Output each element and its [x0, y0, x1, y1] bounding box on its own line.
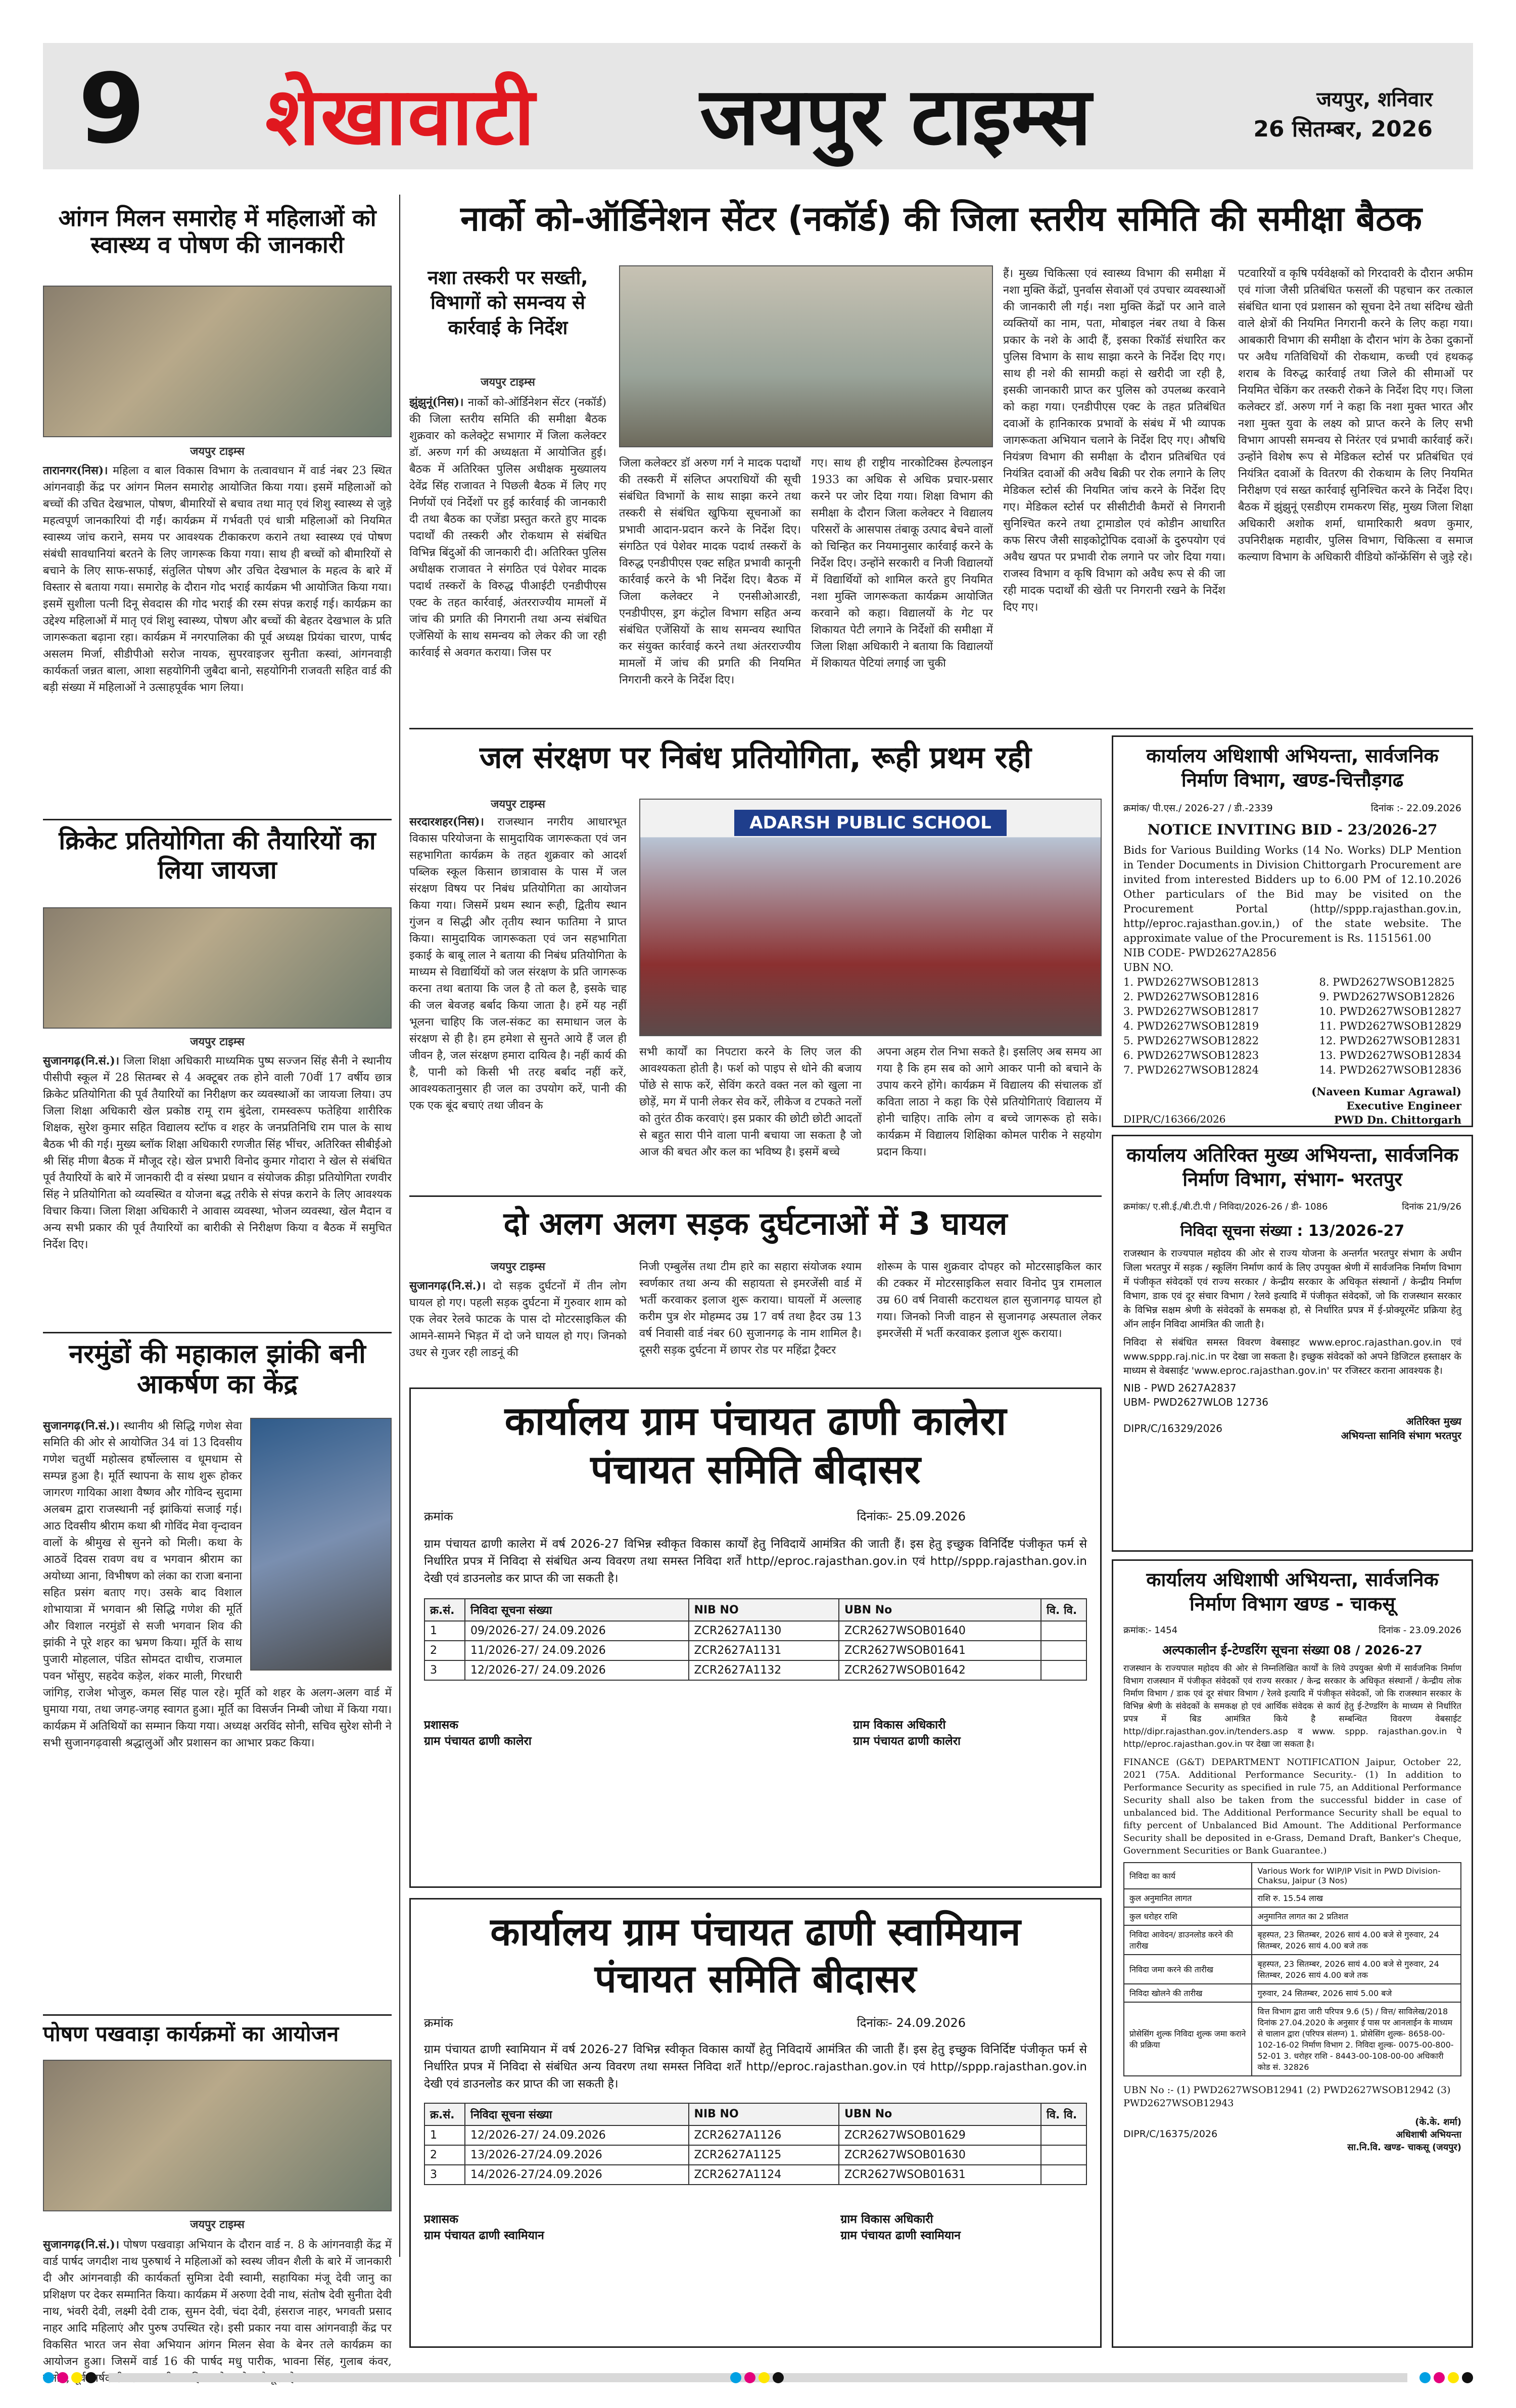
dateline-accident: सुजानगढ़(नि.सं.)।	[409, 1279, 486, 1292]
notice-chittorgarh-body: Bids for Various Building Works (14 No. Works) DLP Mention in Tender Documents in Division Chittorgarh Procurement are invited from interested Bidders up to 6.00 PM of 12.10.2026 Other particulars of the Bid may be visited on the Procurement Portal (http//sppp.rajasthan.gov.in, http//eproc.rajasthan.gov.in,) of the state website. The approximate value of the Procurement is Rs. 1151561.00	[1123, 844, 1461, 944]
table-cell: ZCR2627A1126	[689, 2125, 839, 2145]
text-narmund: स्थानीय श्री सिद्धि गणेश सेवा समिति की ओर से आयोजित 34 वां 13 दिवसीय गणेश चतुर्थी महोत्सव हर्षोल्लास व धूमधाम से सम्पन्न हुआ है। मूर्ति स्थापना के साथ शुरू होकर जागरण गायिका आशा वैष्णव और गोविन्द सुदामा अलबम द्वारा राजस्थानी नई झांकियां सजाई गई। आठ दिवसीय श्रीराम कथा श्री गोविंद मेवा वृन्दावन वालों के श्रीमुख से सुनने को मिली। कथा के आठवें दिवस रावण वध व भगवान श्रीराम का अयोध्या आना, विभीषण को लंका का राजा बनाना सहित प्रसंग बताए गए। उसके बाद विशाल शोभायात्रा में भगवान श्री सिद्धि गणेश की मूर्ति और विशाल नरमुंडों से सजी भगवान शिव की झांकी ने पूरे शहर का भ्रमण किया। मूर्ति के साथ पुजारी मोहलाल, पंडित सोमदत दाधीच, राजमाल पवन भोंसुए, सहदेव कड़ेल, शंकर माली, गिरधारी जांगिड़, राजेश भोजुरु, कमल सिंह पाल रहे। मूर्ति को शहर के अलग-अलग वार्ड में घुमाया गया, तथा जगह-जगह स्वागत हुआ। मूर्ति का विसर्जन निम्बी जोधा में किया गया। कार्यक्रम में अतिथियों का सम्मान किया गया। अध्यक्ष अरविंद सोनी, सचिव सुरेश सोनी ने सभी सुजानगढ़वासी श्रद्धालुओं और प्रशासन का आभार प्रकट किया।	[43, 1420, 392, 1749]
ubn-item: 5. PWD2627WSOB12822	[1123, 1035, 1259, 1047]
story-essay	[409, 735, 1102, 1190]
sign-right: ग्राम पंचायत ढाणी कालेरा	[853, 1735, 961, 1748]
notice-swamiyan-ref	[424, 2014, 1087, 2031]
table-cell	[1041, 1621, 1086, 1641]
notice-kalera-ref	[424, 1508, 1087, 1524]
table-cell: निविदा का कार्य	[1124, 1863, 1252, 1889]
table-cell: ZCR2627A1130	[689, 1621, 839, 1641]
kramank: क्रमांक:- 1454	[1123, 1625, 1178, 1636]
notice-swamiyan-body: ग्राम पंचायत ढाणी स्वामियान में वर्ष 2026-27 विभिन्न स्वीकृत विकास कार्यों हेतु निविदायें आमंत्रित की जाती हैं। इस हेतु इच्छुक विनिर्दिष्ट पंजीकृत फर्म से निर्धारित प्रपत्र में निविदा से संबंधित अन्य विवरण तथा समस्त निविदा शर्तें http//eproc.rajasthan.gov.in एवं http//sppp.rajasthan.gov.in देखी एवं डाउनलोड कर प्राप्त की जा सकती है।	[424, 2043, 1087, 2091]
sign-line: सा.नि.वि. खण्ड- चाकसू (जयपुर)	[1347, 2142, 1461, 2153]
left-column	[43, 195, 392, 2385]
table-cell: 12/2026-27/ 24.09.2026	[465, 2125, 689, 2145]
ubn-item: 12. PWD2627WSOB12831	[1319, 1035, 1461, 1047]
dateline-cricket: सुजानगढ़(नि.सं.)।	[43, 1054, 120, 1068]
table-cell: 1	[424, 2125, 465, 2145]
ubn-item: 6. PWD2627WSOB12823	[1123, 1049, 1259, 1061]
ncord-subhead: नशा तस्करी पर सख्ती, विभागों को समन्वय से कार्रवाई के निर्देश	[428, 266, 588, 339]
nib-code: NIB CODE- PWD2627A2856	[1123, 947, 1276, 959]
table-row	[424, 2145, 1086, 2165]
notice-kalera-title1: कार्यालय ग्राम पंचायत ढाणी कालेरा	[504, 1399, 1007, 1444]
place-day: जयपुर, शनिवार	[1316, 88, 1433, 111]
sign-right: ग्राम पंचायत ढाणी स्वामियान	[840, 2229, 961, 2242]
headline-narmund: नरमुंडों की महाकाल झांकी बनी आकर्षण का केंद्र	[69, 1339, 366, 1400]
photo-cricket	[43, 907, 392, 1029]
column-separator	[399, 195, 400, 2257]
photo-narmund	[250, 1418, 392, 1671]
sign-line: अधिशाषी अभियन्ता	[1396, 2129, 1461, 2140]
col-header: वि. वि.	[1041, 2103, 1086, 2125]
headline-ncord: नार्को को-ऑर्डिनेशन सेंटर (नकॉर्ड) की जिला स्तरीय समिति की समीक्षा बैठक	[460, 199, 1422, 239]
text-accident-1: दो सड़क दुर्घटनों में तीन लोग घायल हो गए। पहली सड़क दुर्घटना में गुरुवार शाम को एक लेवर रेलवे फाटक के पास दो मोटरसाइकिल की आमने-सामने भिड़त में दो जने घायल हो गए। जिनको उधर से गुजर रही लाडनूं की	[409, 1280, 627, 1359]
masthead-name-red: शेखावाटी	[265, 70, 536, 163]
school-sign: ADARSH PUBLIC SCHOOL	[734, 810, 1007, 836]
table-cell	[1041, 1660, 1086, 1680]
sign-line: (Naveen Kumar Agrawal)	[1311, 1085, 1461, 1098]
footer-bar	[43, 2368, 1473, 2388]
dipr-code: DIPR/C/16329/2026	[1123, 1422, 1222, 1434]
col-header: क्र.सं.	[424, 1599, 465, 1621]
table-cell: ZCR2627WSOB01629	[839, 2125, 1041, 2145]
table-cell	[1041, 2165, 1086, 2185]
ubn-item: 9. PWD2627WSOB12826	[1319, 991, 1455, 1003]
notice-swamiyan	[409, 1898, 1102, 2348]
notice-swamiyan-title2: पंचायत समिति बीदासर	[594, 1956, 917, 2002]
col-header: NIB NO	[689, 2103, 839, 2125]
ncord-col-4: हैं। मुख्य चिकित्सा एवं स्वास्थ्य विभाग की समीक्षा में नशा मुक्ति केंद्रों, पुनर्वास सेवाओं एवं उपचार व्यवस्थाओं की जानकारी ली गई। नशा मुक्ति केंद्रों पर आने वाले व्यक्तियों का नाम, पता, मोबाइल नंबर तथा वे किस प्रकार के नशे के आदी हैं, इसका रिकॉर्ड संधारित कर पुलिस विभाग के साथ साझा करने के निर्देश दिए गए। साथ ही नशे की सामग्री कहां से खरीदी जा रही है, इसकी जानकारी प्राप्त कर पुलिस को उपलब्ध करवाने को कहा गया। एनडीपीएस एक्ट के तहत प्रतिबंधित दवाओं के हानिकारक प्रभावों के संबंध में भी व्यापक जागरूकता अभियान चलाने के निर्देश दिए गए। औषधि नियंत्रण विभाग की समीक्षा के दौरान प्रतिबंधित एवं नियंत्रित दवाओं की अवैध बिक्री पर रोक लगाने के लिए मेडिकल स्टोर्स की नियमित जांच करने के निर्देश दिए गए। मेडिकल स्टोर्स पर सीसीटीवी कैमरों से निगरानी सुनिश्चित करने तथा ट्रामाडोल एवं कोडीन आधारित कफ सिरप जैसी साइकोट्रोपिक दवाओं के दुरुपयोग एवं अवैध खपत पर प्रभावी रोक लगाने पर जोर दिया गया। राजस्व विभाग व कृषि विभाग को अवैध रूप से की जा रही मादक पदार्थों की खेती पर निगरानी रखने के निर्देश दिए गए।	[1003, 267, 1225, 614]
notice-swamiyan-table	[424, 2103, 1087, 2185]
col-header: क्र.सं.	[424, 2103, 465, 2125]
sign-right: ग्राम विकास अधिकारी	[853, 1719, 946, 1732]
photo-credit-poshan: जयपुर टाइम्स	[190, 2218, 245, 2231]
table-cell: Various Work for WIP/IP Visit in PWD Division-Chaksu, Jaipur (3 Nos)	[1252, 1863, 1461, 1889]
table-row	[1124, 2002, 1461, 2076]
nib-title: NOTICE INVITING BID - 23/2026-27	[1147, 821, 1438, 838]
col-header: निविदा सूचना संख्या	[465, 1599, 689, 1621]
text-anganwadi: महिला व बाल विकास विभाग के तत्वावधान में वार्ड नंबर 23 स्थित आंगनवाड़ी केंद्र पर आंगन मिलन समारोह आयोजित किया गया। इसमें महिलाओं को बच्चों की उचित देखभाल, पोषण, बीमारियों से बचाव तथा मातृ एवं शिशु स्वास्थ्य से जुड़े महत्वपूर्ण जानकारियां दी गईं। कार्यक्रम में गर्भवती एवं धात्री महिलाओं को नियमित स्वास्थ्य जांच कराने, समय पर आवश्यक टीकाकरण कराने तथा स्वास्थ्य एवं पोषण संबंधी सावधानियां बरतने के लिए जागरूक किया गया। साथ ही बच्चों को बीमारियों से बचाने के लिए साफ-सफाई, संतुलित पोषण और उचित देखभाल के महत्व के बारे में विस्तार से बताया गया। समारोह के दौरान गोद भराई कार्यक्रम भी आयोजित किया गया। इसमें सुशीला पत्नी दिनू सेवदास की गोद भराई की रस्म संपन्न कराई गई। कार्यक्रम का उद्देश्य महिलाओं में मातृ एवं शिशु स्वास्थ्य, पोषण और बच्चों की बेहतर देखभाल के प्रति जागरूकता बढ़ाना रहा। कार्यक्रम में नगरपालिका की पूर्व अध्यक्ष प्रियंका चारण, पार्षद असलम मिर्जा, सीडीपीओ सरोज नायक, सुपरवाइजर सुनीता कस्वां, आंगनवाड़ी कार्यकर्ता जन्नत बाला, आशा सहयोगिनी जुबैदा बानो, सहयोगिनी राजवती सहित वार्ड की बड़ी संख्या में महिलाओं ने उत्साहपूर्वक भाग लिया।	[43, 465, 392, 694]
registration-dots	[730, 2372, 784, 2385]
table-cell: वित्त विभाग द्वारा जारी परिपत्र 9.6 (5) / वित्त/ साविलेख/2018 दिनांक 27.04.2020 के अनुसार ई पास पर आनलाईन के माध्यम से चालान द्वारा (परिपत्र संलग्न) 1. प्रोसेसिंग शुल्क- 8658-00-102-16-02 निर्माण विभाग 2. निविदा शुल्क- 0075-00-800-52-01 3. धरोहर राशि - 8443-00-108-00-00 अधिकारी कोड सं. 32826	[1252, 2002, 1461, 2076]
essay-col-2: सभी कार्यों का निपटारा करने के लिए जल की आवश्यकता होती है। फर्श को पाइप से धोने की बजाय पोंछे से साफ करें, सेविंग करते वक्त नल को खुला ना छोड़ें, मग में पानी लेकर सेव करें, लीकेज व टपकते नलों को तुरंत ठीक करवाएं। इस प्रकार की छोटी छोटी आदतों से बहुत सारा पीने वाला पानी बचाया जा सकता है जो आज की बचत और कल का भविष्य है। इसमें बच्चे	[639, 1046, 862, 1159]
table-cell: 2	[424, 2145, 465, 2165]
dinank: दिनांकः- 24.09.2026	[857, 2015, 966, 2030]
table-cell: कुल अनुमानित लागत	[1124, 1889, 1252, 1907]
table-cell: बृहस्पत, 23 सितम्बर, 2026 सायं 4.00 बजे से गुरुवार, 24 सितम्बर, 2026 सायं 4.00 बजे तक	[1252, 1925, 1461, 1955]
notice-chaksu	[1112, 1559, 1473, 2348]
table-cell	[1041, 1641, 1086, 1660]
ubm-code: UBM- PWD2627WLOB 12736	[1123, 1396, 1268, 1408]
table-cell: 14/2026-27/24.09.2026	[465, 2165, 689, 2185]
ubn-item: 3. PWD2627WSOB12817	[1123, 1005, 1259, 1017]
notice-kalera-signatures	[424, 1716, 1087, 1748]
notice-swamiyan-title1: कार्यालय ग्राम पंचायत ढाणी स्वामियान	[490, 1909, 1021, 1954]
finance-notification: FINANCE (G&T) DEPARTMENT NOTIFICATION Jaipur, October 22, 2021 (75A. Additional Performance Security.- (1) In addition to Performance Security as specified in rule 75, an Additional Performance Security shall also be taken from the successful bidder in case of unbalanced bid. The Additional Performance Security shall be equal to fifty percent of Unbalanced Bid Amount. The Additional Performance Security shall be deposited in e-Grass, Demand Draft, Banker's Cheque, Government Securities or Bank Guarantee.)	[1123, 1757, 1461, 1856]
dinank: दिनांकः- 25.09.2026	[857, 1509, 966, 1524]
ubn-item: 13. PWD2627WSOB12834	[1319, 1049, 1461, 1061]
table-cell: गुरुवार, 24 सितम्बर, 2026 सायं 5.00 बजे	[1252, 1984, 1461, 2002]
col-header: वि. वि.	[1041, 1599, 1086, 1621]
table-cell: ZCR2627A1132	[689, 1660, 839, 1680]
photo-anganwadi	[43, 286, 392, 437]
notice-chaksu-table	[1123, 1862, 1461, 2076]
table-cell: 11/2026-27/ 24.09.2026	[465, 1641, 689, 1660]
headline-cricket: क्रिकेट प्रतियोगिता की तैयारियों का लिया जायजा	[59, 826, 376, 885]
essay-col-3: अपना अहम रोल निभा सकते है। इसलिए अब समय आ गया है कि हम सब को आगे आकर पानी को बचाने के उपाय करने होंगे। कार्यक्रम में विद्यालय की संचालक डॉ कविता लाठा ने कहा कि ऐसे प्रतियोगिताएं विद्यालय में होनी चाहिए। ताकि लोग व बच्चे जागरूक हो सके। कार्यक्रम में विद्यालय शिक्षिका कोमल पारीक ने सहयोग प्रदान किया।	[877, 1046, 1102, 1159]
notice-chaksu-body: राजस्थान के राज्यपाल महोदय की ओर से निम्नलिखित कार्यों के लिये उपयुक्त श्रेणी में सार्वजनिक निर्माण विभाग राजस्थान में पंजीकृत संवेदकों एवं राज्य सरकार / केन्द्र सरकार के अधिकृत संस्थानों / केन्द्रीय लोक निर्माण विभाग / डाक एवं दूर संचार विभाग / रेलवे इत्यादि में पंजीकृत संवेदकों, जो कि राजस्थान सरकार के विभिन्न श्रेणी के संवेदकों के समकक्ष हो एवं आर्थिक संवेदक से कार्य हेतु ई-टेण्डरिंग के माध्यम से निर्धारित प्रपत्र में बिड आमंत्रित किये है सम्बन्धित विवरण वेबसाईट http//dipr.rajasthan.gov.in/tenders.asp व www. sppp. rajasthan.gov.in पे http//eproc.rajasthan.gov.in पर देखा जा सकता है।	[1123, 1663, 1461, 1749]
table-row	[1124, 1925, 1461, 1955]
table-cell: निविदा खोलने की तारीख	[1124, 1984, 1252, 2002]
text-essay-1: राजस्थान नगरीय आधारभूत विकास परियोजना के सामुदायिक जागरूकता एवं जन सहभागिता कार्यक्रम के तहत शुक्रवार को आदर्श पब्लिक स्कूल किसान छात्रावास के पास में जल संरक्षण विषय पर निबंध प्रतियोगिता का आयोजन किया गया। जिसमें प्रथम स्थान रूही, द्वितीय स्थान गुंजन व सिद्धी और तृतीय स्थान फातिमा ने प्राप्त किया। सामुदायिक जागरूकता एवं जन सहभागिता इकाई के बाबू लाल ने बताया की निबंध प्रतियोगिता के माध्यम से विद्यार्थियों को जल संरक्षण के प्रति जागरूक करना तथा बताया कि जल है तो कल है, इसके चाह की जल बेवजह बर्बाद किया जाता है। हमें यह नहीं भूलना चाहिए कि जल-संकट का समाधान जल के संरक्षण से ही है। हम हमेशा से सुनते आये हैं जल ही जीवन है, जल संरक्षण हमारा दायित्व है। नहीं कार्य की है, पानी को किसी भी तरह बर्बाद नहीं करें, आवश्यकतानुसार ही जल का उपयोग करें, पानी की एक एक बूंद बचाएं तथा जीवन के	[409, 816, 627, 1112]
dateline-ncord: झुंझुनूं(निस)।	[409, 396, 464, 409]
table-cell: ZCR2627A1125	[689, 2145, 839, 2165]
sign-right: ग्राम विकास अधिकारी	[840, 2212, 933, 2226]
table-cell: राशि रु. 15.54 लाख	[1252, 1889, 1461, 1907]
dateline-essay: सरदारशहर(निस)।	[409, 815, 484, 828]
table-cell: 12/2026-27/ 24.09.2026	[465, 1660, 689, 1680]
story-ncord	[409, 195, 1473, 723]
nib-title: निविदा सूचना संख्या : 13/2026-27	[1180, 1222, 1405, 1240]
divider	[409, 1195, 1102, 1197]
story-anganwadi-body	[43, 462, 392, 696]
headline-poshan: पोषण पखवाड़ा कार्यक्रमों का आयोजन	[43, 2021, 339, 2046]
photo-essay-students	[639, 799, 1102, 1036]
byline-accident: जयपुर टाइम्स	[491, 1261, 545, 1273]
table-cell: निविदा जमा करने की तारीख	[1124, 1955, 1252, 1984]
dipr-code: DIPR/C/16366/2026	[1123, 1113, 1226, 1125]
headline-essay: जल संरक्षण पर निबंध प्रतियोगिता, रूही प्रथम रही	[480, 740, 1031, 775]
sign-line: PWD Dn. Chittorgarh	[1334, 1114, 1461, 1126]
kramank: क्रमांक	[424, 2015, 453, 2030]
byline-ncord: जयपुर टाइम्स	[481, 376, 535, 389]
headline-anganwadi: आंगन मिलन समारोह में महिलाओं को स्वास्थ्य व पोषण की जानकारी	[58, 204, 376, 258]
dinank: दिनांक 21/9/26	[1402, 1201, 1461, 1212]
ubn-list	[1123, 975, 1461, 1078]
dipr-code: DIPR/C/16375/2026	[1123, 2128, 1218, 2140]
table-row	[424, 2165, 1086, 2185]
kramank: क्रमांक/ पी.एस./ 2026-27 / डी.-2339	[1123, 803, 1273, 814]
table-row	[1124, 1907, 1461, 1925]
ubn-item: 7. PWD2627WSOB12824	[1123, 1064, 1259, 1076]
photo-ncord-meeting	[619, 265, 993, 447]
table-cell: 09/2026-27/ 24.09.2026	[465, 1621, 689, 1641]
ubn-label: UBN NO.	[1123, 961, 1174, 974]
table-cell: ZCR2627WSOB01631	[839, 2165, 1041, 2185]
table-cell: ZCR2627WSOB01641	[839, 1641, 1041, 1660]
notice-bharatpur	[1112, 1135, 1473, 1552]
registration-dots	[43, 2372, 97, 2385]
divider	[43, 819, 392, 820]
story-accident	[409, 1203, 1102, 1380]
notice-bharatpur-body: राजस्थान के राज्यपाल महोदय की ओर से राज्य योजना के अन्तर्गत भरतपुर संभाग के अधीन जिला भरतपुर में सड़क / स्कूलिंग निर्माण कार्य के लिए उपयुक्त श्रेणी में सार्वजनिक निर्माण विभाग में पंजीकृत संवेदकों एवं राज्य सरकार / केन्द्रीय सरकार के अधिकृत संस्थानों / केन्द्रीय निर्माण विभाग, डाक एवं दूर संचार विभाग / रेलवे इत्यादि में पंजीकृत संवेदकों, जो कि राजस्थान सरकार के विभिन्न सक्षम श्रेणी के संवेदकों के समकक्ष हो, से निर्धारित प्रपत्र में ई-प्रोक्यूरमेंट प्रक्रिया हेतु ऑन लाईन निविदा आमंत्रित की जाती है।	[1123, 1248, 1461, 1330]
dateline-anganwadi: तारानगर(निस)।	[43, 464, 108, 477]
table-cell: ZCR2627A1131	[689, 1641, 839, 1660]
sign-line: (के.के. शर्मा)	[1415, 2117, 1461, 2127]
table-row	[1124, 1955, 1461, 1984]
table-cell: 3	[424, 1660, 465, 1680]
masthead-name-black: जयपुर टाइम्स	[700, 70, 1092, 163]
table-row	[1124, 1889, 1461, 1907]
text-poshan: पोषण पखवाड़ा अभियान के दौरान वार्ड न. 8 के आंगनवाड़ी केंद्र में वार्ड पार्षद जगदीश नाथ पुरुषार्थ ने महिलाओं को स्वस्थ जीवन शैली के बारे में जानकारी दी और आंगनवाड़ी की कार्यकर्ता सुमित्रा देवी स्वामी, सहायिका मंजू देवी जानु का प्रशिक्षण पर देकर सम्मानित किया। कार्यक्रम में अरुणा देवी नाथ, संतोष देवी सुनीता देवी नाथ, भंवरी देवी, लक्ष्मी देवी टाक, सुमन देवी, चंदा देवी, हंसराज नाहर, भगवती प्रसाद नाहर आदि महिलाएं और पुरुष उपस्थित रहे। इसी प्रकार नया वास आंगनवाड़ी केंद्र पर विकसित भारत जन सेवा अभियान आंगन मिलन सेवा के बेनर तले कार्यक्रम का आयोजन हुआ। जिसमें वार्ड 16 की पार्षद मधु पारीक, भावना सिंह, गुलाब कंवर, संतोष, पार्षद	[43, 2239, 392, 2385]
col-header: UBN No	[839, 2103, 1041, 2125]
ubn-item: 14. PWD2627WSOB12836	[1319, 1064, 1461, 1076]
sign-left: ग्राम पंचायत ढाणी कालेरा	[424, 1735, 532, 1748]
byline-essay: जयपुर टाइम्स	[491, 798, 545, 811]
ubn-item: 4. PWD2627WSOB12819	[1123, 1020, 1259, 1032]
ubn-list: UBN No :- (1) PWD2627WSOB12941 (2) PWD2627WSOB12942 (3) PWD2627WSOB12943	[1123, 2085, 1451, 2109]
photo-credit-anganwadi: जयपुर टाइम्स	[190, 445, 245, 458]
table-cell: ZCR2627WSOB01642	[839, 1660, 1041, 1680]
table-row	[1124, 1863, 1461, 1889]
notice-kalera-body: ग्राम पंचायत ढाणी कालेरा में वर्ष 2026-27 विभिन्न स्वीकृत विकास कार्यों हेतु निविदायें आमंत्रित की जाती हैं। इस हेतु इच्छुक विनिर्दिष्ट पंजीकृत फर्म से निर्धारित प्रपत्र में निविदा से संबंधित अन्य विवरण तथा समस्त निविदा शर्तें http//eproc.rajasthan.gov.in एवं http//sppp.rajasthan.gov.in देखी एवं डाउनलोड कर प्राप्त की जा सकती है।	[424, 1538, 1087, 1586]
notice-kalera-table	[424, 1598, 1087, 1681]
story-narmund-body	[43, 1418, 392, 2009]
dateline-narmund: सुजानगढ़(नि.सं.)।	[43, 1419, 120, 1432]
kramank: क्रमांक	[424, 1509, 453, 1524]
text-cricket: जिला शिक्षा अधिकारी माध्यमिक पुष्प सज्जन सिंह सैनी ने स्थानीय पीसीपी स्कूल में 28 सितम्बर से 4 अक्टूबर तक होने वाली 70वीं 17 वर्षीय छात्र क्रिकेट प्रतियोगिता की पूर्व तैयारियों का निरीक्षण कर व्यवस्थाओं का जायजा लिया। उप जिला शिक्षा अधिकारी खेल प्रकोष्ठ रामू राम बुंदेला, रामस्वरूप फतेहिया शारीरिक शिक्षक, सुरेश कुमार सहित विद्यालय स्टॉफ व शहर के जनप्रतिनिधि राम पाल के साथ बैठक भी की गई। मुख्य ब्लॉक शिक्षा अधिकारी रणजीत सिंह भींचर, अतिरिक्त सीबीईओ श्री सिंह मीणा बैठक में मौजूद रहे। खेल प्रभारी विनोद कुमार गोदारा ने खेल से संबंधित पूर्व तैयारियों के बारे में जानकारी दी व संस्था प्रधान व संयोजक क्रीड़ा प्रतियोगिता रणवीर सिंह ने प्रतियोगिता को व्यवस्थित व योजना बद्ध तरीके से संपन्न कराने के लिए आवश्यक विचार किया। जिला शिक्षा अधिकारी ने आवास व्यवस्था, भोजन व्यवस्था, खेल मैदान व अन्य सभी प्रकार की पूर्व तैयारियों का बारीकी से निरीक्षण किया व बैठक में समुचित निर्देश दिए।	[43, 1055, 392, 1251]
table-cell: ZCR2627WSOB01630	[839, 2145, 1041, 2165]
table-cell: ZCR2627A1124	[689, 2165, 839, 2185]
table-cell: 13/2026-27/24.09.2026	[465, 2145, 689, 2165]
divider	[43, 1332, 392, 1333]
notice-bharatpur-ref	[1123, 1200, 1461, 1213]
ncord-col-5: पटवारियों व कृषि पर्यवेक्षकों को गिरदावरी के दौरान अफीम एवं गांजा जैसी प्रतिबंधित फसलों की पहचान कर तत्काल संबंधित थाना एवं प्रशासन को सूचना देने तथा संदिग्ध खेती वाले क्षेत्रों की नियमित निगरानी करने के लिए कहा गया। आबकारी विभाग की समीक्षा के दौरान भांग के ठेका दुकानों पर अवैध गतिविधियों की रोकथाम, कच्ची एवं हथकढ़ शराब के विरुद्ध कार्रवाई तथा जिले की सीमाओं पर नियमित चेकिंग कर तस्करी रोकने के निर्देश दिए गए। जिला कलेक्टर डॉ. अरुण गर्ग ने कहा कि नशा मुक्त भारत और नशा मुक्त युवा के लक्ष्य को प्राप्त करने के लिए सभी विभाग आपसी समन्वय से निरंतर एवं प्रभावी कार्रवाई करें। उन्होंने विशेष रूप से मेडिकल स्टोर्स पर प्रतिबंधित एवं नियंत्रित दवाओं के वितरण की रोकथाम के लिए नियमित निरीक्षण एवं सख्त कार्रवाई सुनिश्चित करने के निर्देश दिए। बैठक में झुंझुनूं एसडीएम रामकरण सिंह, मुख्य जिला शिक्षा अधिकारी अशोक शर्मा, धामारिकारी श्रवण कुमार, उपनिरीक्षक महावीर, पुलिस विभाग, चिकित्सा व समाज कल्याण विभाग के अधिकारी वीडियो कॉन्फ्रेंसिंग से जुड़े रहे।	[1238, 267, 1473, 564]
essay-col-1	[409, 814, 627, 1188]
table-cell: ZCR2627WSOB01640	[839, 1621, 1041, 1641]
table-cell: प्रोसेसिंग शुल्क निविदा शुल्क जमा कराने की प्रक्रिया	[1124, 2002, 1252, 2076]
photo-poshan	[43, 2060, 392, 2211]
ubn-item: 8. PWD2627WSOB12825	[1319, 976, 1455, 988]
ubn-item: 10. PWD2627WSOB12827	[1319, 1005, 1461, 1017]
table-row	[1124, 1984, 1461, 2002]
kramank: क्रमांकः/ ए.सी.ई./बी.टी.पी / निविदा/2026-26 / डी- 1086	[1123, 1201, 1328, 1212]
table-cell: 2	[424, 1641, 465, 1660]
ncord-col-1	[409, 394, 606, 718]
table-cell: कुल धरोहर राशि	[1124, 1907, 1252, 1925]
ncord-col-2: जिला कलेक्टर डॉ अरुण गर्ग ने मादक पदार्थों की तस्करी में संलिप्त अपराधियों की सूची संबंधित विभागों के साथ साझा करने तथा तस्करी से संबंधित खुफिया सूचनाओं का प्रभावी आदान-प्रदान करने के निर्देश दिए। संगठित एवं पेशेवर मादक पदार्थ तस्करों के विरुद्ध एनडीपीएस एक्ट सहित प्रभावी कानूनी कार्रवाई करने के भी निर्देश दिए। बैठक में जिला कलेक्टर ने एनसीओआरडी, एनडीपीएस, ड्रग कंट्रोल विभाग सहित अन्य संबंधित एजेंसियों के साथ समन्वय स्थापित कर संयुक्त कार्रवाई करने तथा अंतरराज्यीय मामलों में जांच की प्रगति की नियमित निगरानी करने के निर्देश दिए।	[619, 457, 801, 686]
dinank: दिनांक - 23.09.2026	[1379, 1625, 1461, 1636]
col-header: निविदा सूचना संख्या	[465, 2103, 689, 2125]
story-cricket-body	[43, 1053, 392, 1253]
issue-date: 26 सितम्बर, 2026	[1253, 116, 1433, 142]
ubn-item: 11. PWD2627WSOB12829	[1319, 1020, 1461, 1032]
masthead	[43, 43, 1473, 169]
ubn-item: 1. PWD2627WSOB12813	[1123, 976, 1259, 988]
text-ncord-1: नार्को को-ऑर्डिनेशन सेंटर (नकॉर्ड) की जिला स्तरीय समिति की समीक्षा बैठक शुक्रवार को कलेक्ट्रेट सभागार में जिला कलेक्टर डॉ. अरुण गर्ग की अध्यक्षता में आयोजित हुई। बैठक में अतिरिक्त पुलिस अधीक्षक मुख्यालय देवेंद्र सिंह राजावत ने पिछली बैठक में लिए गए निर्णयों एवं निर्देशों पर हुई कार्रवाई की जानकारी दी तथा बैठक का एजेंडा प्रस्तुत करते हुए मादक पदार्थों की तस्करी और रोकथाम से संबंधित विभिन्न बिंदुओं की जानकारी दी। अतिरिक्त पुलिस अधीक्षक राजावत ने संगठित एवं पेशेवर मादक पदार्थ तस्करों के विरुद्ध पीआईटी एनडीपीएस एक्ट के तहत कार्रवाई, अंतरराज्यीय मामलों में जांच की प्रगति की निगरानी तथा अन्य संबंधित एजेंसियों के साथ समन्वय को लेकर की जा रही कार्रवाई से अवगत कराया। जिस पर	[409, 396, 606, 659]
ncord-col-3: गए। साथ ही राष्ट्रीय नारकोटिक्स हेल्पलाइन 1933 का अधिक से अधिक प्रचार-प्रसार करने पर जोर दिया गया। शिक्षा विभाग की समीक्षा के दौरान जिला कलेक्टर ने विद्यालय परिसरों के आसपास तंबाकू उत्पाद बेचने वालों को चिन्हित कर नियमानुसार कार्रवाई करने के निर्देश दिए। उन्होंने सरकारी व निजी विद्यालयों में विद्यार्थियों को शामिल करते हुए नियमित नशा मुक्ति जागरूकता कार्यक्रम आयोजित करवाने को कहा। विद्यालयों के गेट पर शिकायत पेटी लगाने के निर्देशों की समीक्षा में जिला शिक्षा अधिकारी ने बताया कि विद्यालयों में शिकायत पेटियां लगाई जा चुकी	[811, 457, 993, 670]
dinank: दिनांक :- 22.09.2026	[1370, 803, 1461, 814]
table-row	[424, 2125, 1086, 2145]
ubn-item: 2. PWD2627WSOB12816	[1123, 991, 1259, 1003]
sign-left: प्रशासक	[424, 1719, 458, 1732]
page-number: 9	[78, 53, 146, 165]
table-cell	[1041, 2145, 1086, 2165]
notice-chittorgarh-title: कार्यालय अधिशाषी अभियन्ता, सार्वजनिक निर्माण विभाग, खण्ड-चित्तौड़गढ	[1146, 745, 1439, 791]
table-cell: निविदा आवेदन/ डाउनलोड करने की तारीख	[1124, 1925, 1252, 1955]
notice-kalera	[409, 1387, 1102, 1888]
table-cell	[1041, 2125, 1086, 2145]
sign-line: अतिरिक्त मुख्य	[1406, 1415, 1461, 1427]
notice-chaksu-title: कार्यालय अधिशाषी अभियन्ता, सार्वजनिक निर्माण विभाग खण्ड - चाकसू	[1146, 1568, 1439, 1615]
table-row	[424, 1641, 1086, 1660]
notice-chittorgarh-ref	[1123, 801, 1461, 814]
sign-line: अभियन्ता सानिवि संभाग भरतपुर	[1341, 1429, 1461, 1442]
col-header: UBN No	[839, 1599, 1041, 1621]
notice-chittorgarh	[1112, 735, 1473, 1127]
divider	[409, 728, 1473, 729]
col-header: NIB NO	[689, 1599, 839, 1621]
divider	[43, 2014, 392, 2016]
accident-col-2: निजी एम्बुलेंस तथा टीम हारे का सहारा संयोजक श्याम स्वर्णकार तथा अन्य की सहायता से इमरजेंसी वार्ड में भर्ती करवाकर इलाज शुरू कराया। घायलों में अल्लाह करीम पुत्र शेर मोहम्मद उम्र 17 वर्ष तथा हैदर उम्र 13 वर्ष निवासी वार्ड नंबर 60 सुजानगढ़ के नाम शामिल है। दूसरी सड़क दुर्घटना में छापर रोड पर महिंद्रा ट्रैक्टर	[639, 1261, 862, 1357]
accident-col-1	[409, 1278, 627, 1379]
notice-kalera-title2: पंचायत समिति बीदासर	[590, 1447, 921, 1493]
notice-bharatpur-body2: निविदा से संबंधित समस्त विवरण वेबसाइट www.eproc.rajasthan.gov.in एवं www.sppp.raj.nic.in पर देखा जा सकता है। इच्छुक संवेदकों को अपने डिजिटल हस्ताक्षर के माध्यम से वेबसाईट 'www.eproc.rajasthan.gov.in' पर रजिस्टर कराना आवश्यक है।	[1123, 1337, 1461, 1376]
headline-accident: दो अलग अलग सड़क दुर्घटनाओं में 3 घायल	[503, 1205, 1008, 1242]
photo-credit-cricket: जयपुर टाइम्स	[190, 1036, 245, 1048]
table-cell: बृहस्पत, 23 सितम्बर, 2026 सायं 4.00 बजे से गुरुवार, 24 सितम्बर, 2026 सायं 4.00 बजे तक	[1252, 1955, 1461, 1984]
sign-line: Executive Engineer	[1346, 1099, 1461, 1112]
nib-code: NIB - PWD 2627A2837	[1123, 1382, 1237, 1394]
dateline-poshan: सुजानगढ़(नि.सं.)।	[43, 2238, 120, 2251]
sign-left: प्रशासक	[424, 2212, 458, 2226]
notice-bharatpur-title: कार्यालय अतिरिक्त मुख्य अभियन्ता, सार्वजनिक निर्माण विभाग, संभाग- भरतपुर	[1126, 1144, 1458, 1190]
sign-left: ग्राम पंचायत ढाणी स्वामियान	[424, 2229, 544, 2242]
table-cell: 3	[424, 2165, 465, 2185]
table-row	[424, 1660, 1086, 1680]
notice-swamiyan-signatures	[424, 2210, 1087, 2243]
table-cell: 1	[424, 1621, 465, 1641]
table-row	[424, 1621, 1086, 1641]
table-cell: अनुमानित लागत का 2 प्रतिशत	[1252, 1907, 1461, 1925]
notice-chaksu-ref	[1123, 1624, 1461, 1636]
nib-title: अल्पकालीन ई-टेण्डरिंग सूचना संख्या 08 / 2026-27	[1162, 1643, 1423, 1657]
registration-dots	[1419, 2372, 1473, 2385]
accident-col-3: शोरूम के पास शुक्रवार दोपहर को मोटरसाइकिल कार की टक्कर में मोटरसाइकिल सवार विनोद पुत्र रामलाल उम्र 60 वर्ष निवासी कटराथल हाल सुजानगढ़ घायल हो गया। जिनको निजी वाहन से सुजानगढ़ अस्पताल लेकर इमरजेंसी में भर्ती करवाकर इलाज शुरू कराया।	[877, 1261, 1102, 1340]
